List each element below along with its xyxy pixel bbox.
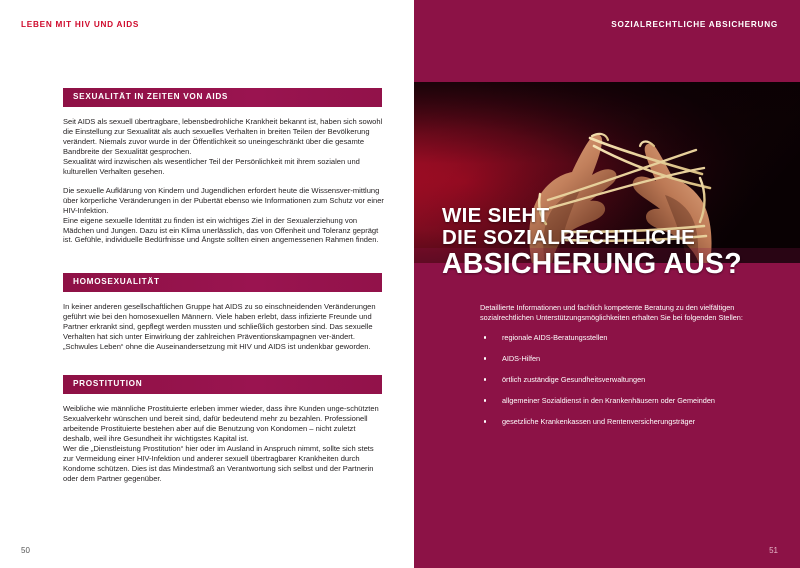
section-heading-label: HOMOSEXUALITÄT	[73, 277, 160, 286]
list-item-label: örtlich zuständige Gesundheitsverwaltungen	[502, 374, 646, 384]
running-header-left: LEBEN MIT HIV UND AIDS	[21, 20, 140, 29]
list-item-label: regionale AIDS-Beratungsstellen	[502, 333, 608, 342]
bullet-dot-icon	[484, 378, 486, 380]
intro-paragraph: Detaillierte Informationen und fachlich kompetente Beratung zu den vielfältigen sozialrechtlichen Unterstützungsmöglichkeiten erhalten Sie bei folgenden Stellen:	[480, 303, 743, 322]
list-item-label: allgemeiner Sozialdienst in den Krankenhäusern oder Gemeinden	[502, 395, 715, 405]
list-item-label: gesetzliche Krankenkassen und Rentenversicherungsträger	[502, 416, 696, 426]
paragraph: Die sexuelle Aufklärung von Kindern und Jugendlichen erfordert heute die Wissensver-mittlung über körperliche Veränderungen in der Pubertät ebenso wie Informationen zum Schutz vor einer HIV-Infektion. Eine eigene sexuelle Identität zu finden ist ein wichtiges Ziel in der Sexualerziehung von Mädchen und Jungen. Dazu ist ein Klima unerlässlich, das von Offenheit und Toleranz geprägt ist. Gefühle, individuelle Bedürfnisse und Ängste sollten einen angemessenen Rahmen finden.	[63, 185, 384, 245]
list-item	[480, 375, 792, 385]
section-heading-bar-prostitution	[63, 375, 382, 394]
paragraph: In keiner anderen gesellschaftlichen Gruppe hat AIDS zu so einschneidenden Veränderungen geführt wie bei den homosexuellen Männern. Viele haben erlebt, dass infizierte Freunde und Partner erkrankt sind, gepflegt werden mussten und schließlich gestorben sind. Das sexuelle Verhalten hat sich unter Einwirkung der zahlreichen Präventionskampagnen ver-ändert. „Schwules Leben“ ohne die Auseinandersetzung mit HIV und AIDS ist undenkbar geworden.	[63, 302, 376, 351]
list-item	[480, 396, 792, 406]
headline-line-3: ABSICHERUNG AUS?	[442, 248, 742, 280]
bullet-dot-icon	[484, 399, 486, 401]
paragraph: Seit AIDS als sexuell übertragbare, lebensbedrohliche Krankheit bekannt ist, haben sich sowohl die Einstellung zur Sexualität als auch sexuelles Verhalten in breiten Teilen der Bevölkerung verändert. Niemals zuvor wurde in der Öffentlichkeit so uneingeschränkt über die gesamte Bandbreite der Sexualität gesprochen. Sexualität wird inzwischen als wesentlicher Teil der Persönlichkeit mit ihrem sozialen und kulturellen Verhalten gesehen.	[63, 117, 383, 176]
section-heading-label: SEXUALITÄT IN ZEITEN VON AIDS	[73, 92, 229, 101]
section-body-sexualitaet	[63, 117, 385, 245]
section-heading-bar-homosexualitaet	[63, 273, 382, 292]
list-item	[480, 417, 792, 427]
list-item	[480, 354, 792, 364]
running-header-right: SOZIALRECHTLICHE ABSICHERUNG	[611, 20, 778, 29]
list-item	[480, 333, 792, 343]
page-number-right: 51	[769, 546, 778, 555]
headline-line-1: WIE SIEHT	[442, 204, 550, 227]
bullet-dot-icon	[484, 336, 486, 338]
section-heading-label: PROSTITUTION	[73, 379, 143, 388]
page-headline	[442, 205, 742, 280]
contact-points-list	[480, 333, 792, 438]
paragraph: Weibliche wie männliche Prostituierte erleben immer wieder, dass ihre Kunden unge-schützten Sexualverkehr wünschen und bereit sind, dafür bedeutend mehr zu bezahlen. Professionell arbeitende Prostituierte bestehen aber auf die Benutzung von Kondomen – nicht zuletzt deshalb, weil ihre Gesundheit ihr wichtigstes Kapital ist. Wer die „Dienstleistung Prostitution“ hier oder im Ausland in Anspruch nimmt, sollte sich stets zur Vermeidung einer HIV-Infektion und anderer sexuell übertragbarer Krankheiten durch Kondome schützen. Dies ist das Mindestmaß an Verantwortung sich selbst und der Partnerin oder dem Partner gegenüber.	[63, 404, 379, 483]
right-page	[414, 0, 800, 568]
headline-line-2: DIE SOZIALRECHTLICHE	[442, 226, 696, 249]
section-body-prostitution	[63, 404, 385, 484]
section-body-homosexualitaet	[63, 302, 385, 352]
page-number-left: 50	[21, 546, 30, 555]
section-heading-bar-sexualitaet	[63, 88, 382, 107]
list-item-label: AIDS-Hilfen	[502, 353, 541, 363]
bullet-dot-icon	[484, 420, 486, 422]
bullet-dot-icon	[484, 357, 486, 359]
